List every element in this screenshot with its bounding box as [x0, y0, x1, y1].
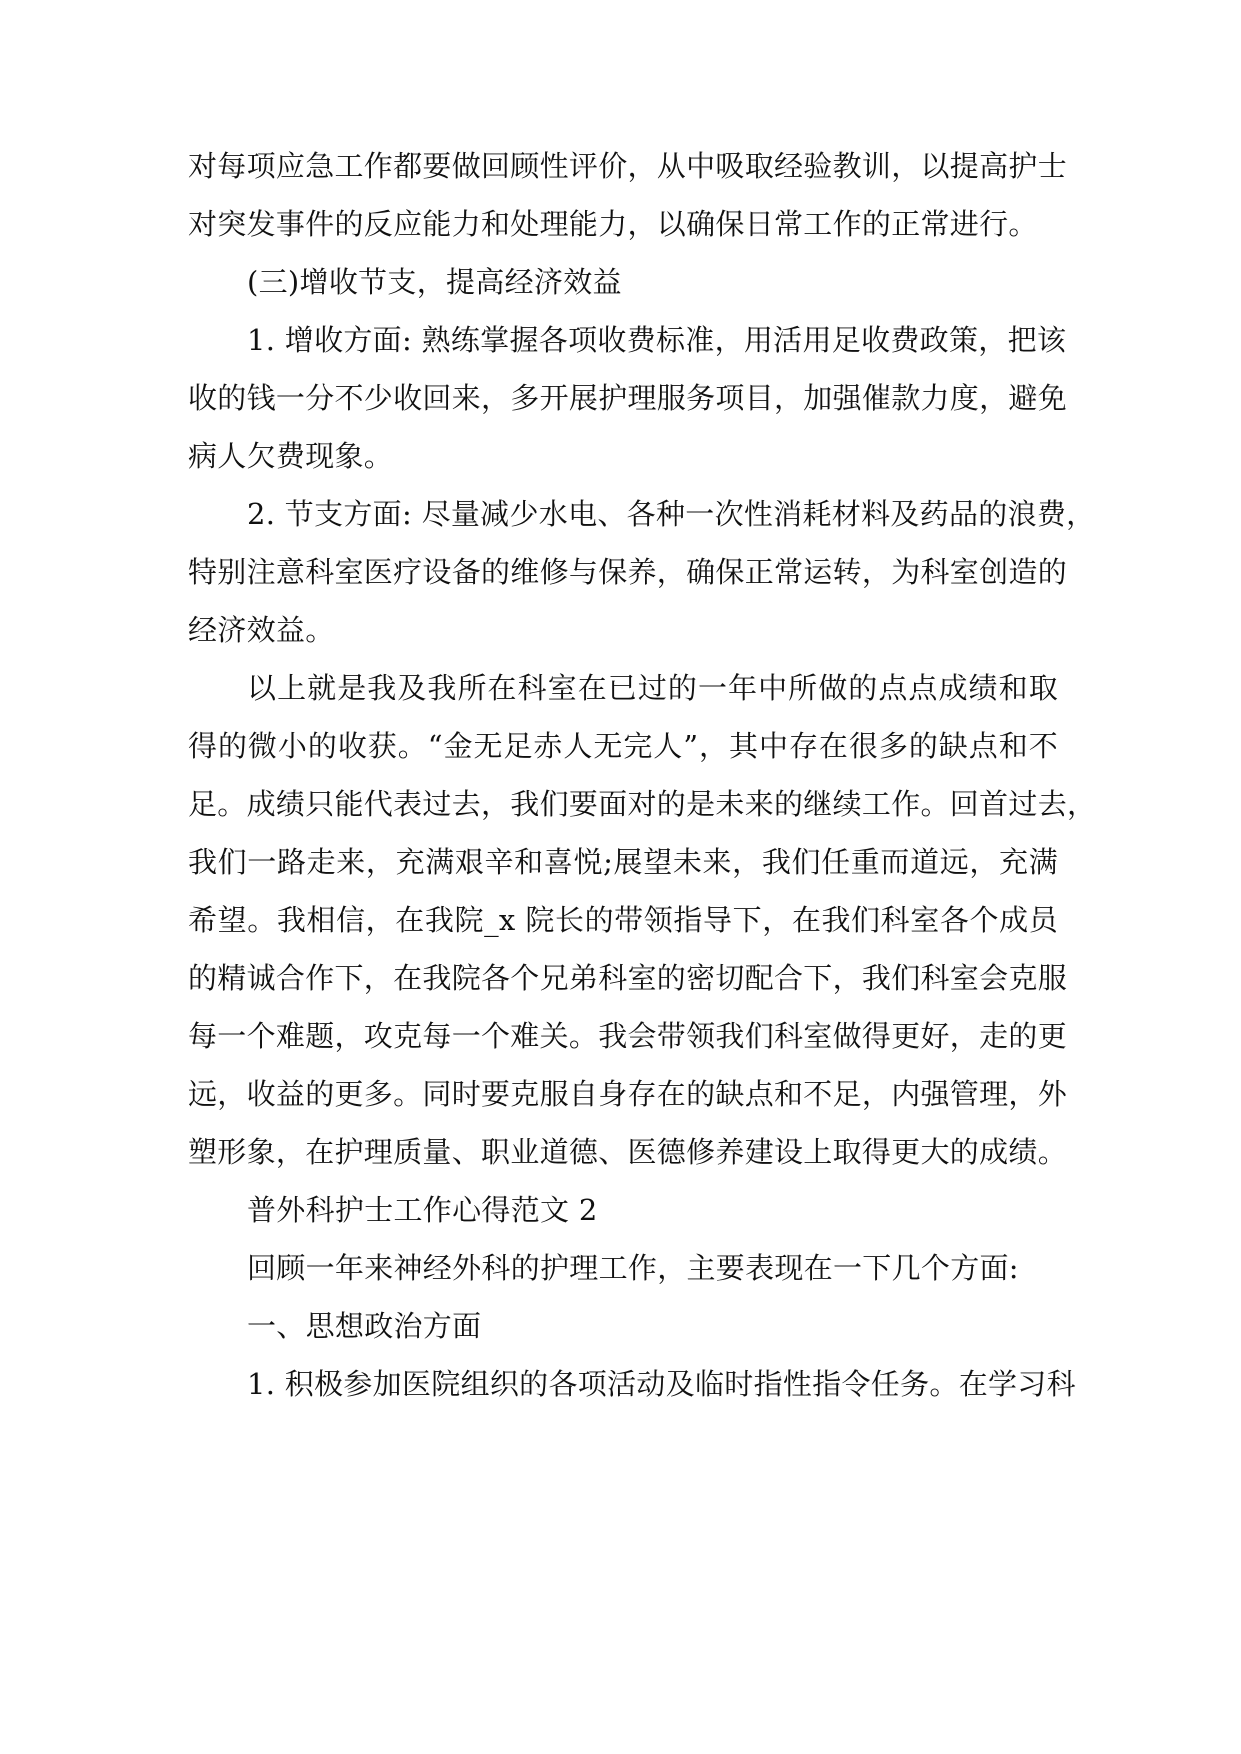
body-text-line: 病人欠费现象。 — [188, 439, 394, 473]
section-heading: (三)增收节支，提高经济效益 — [247, 265, 622, 299]
body-text-line: 收的钱一分不少收回来，多开展护理服务项目，加强催款力度，避免 — [188, 381, 1068, 415]
body-text-line: 1. 积极参加医院组织的各项活动及临时指性指令任务。在学习科 — [247, 1367, 1076, 1401]
body-text-line: 的精诚合作下，在我院各个兄弟科室的密切配合下，我们科室会克服 — [188, 961, 1068, 995]
body-text-line: 塑形象，在护理质量、职业道德、医德修养建设上取得更大的成绩。 — [188, 1135, 1068, 1169]
body-text-line: 希望。我相信，在我院_x 院长的带领指导下，在我们科室各个成员 — [188, 903, 1058, 937]
body-text-line: 远，收益的更多。同时要克服自身存在的缺点和不足，内强管理，外 — [188, 1077, 1068, 1111]
body-text-line: 我们一路走来，充满艰辛和喜悦;展望未来，我们任重而道远，充满 — [188, 845, 1058, 879]
article-title: 普外科护士工作心得范文 2 — [247, 1193, 598, 1227]
body-text-line: 得的微小的收获。“金无足赤人无完人”，其中存在很多的缺点和不 — [188, 729, 1058, 763]
body-text-line: 对突发事件的反应能力和处理能力，以确保日常工作的正常进行。 — [188, 207, 1038, 241]
body-text-line: 特别注意科室医疗设备的维修与保养，确保正常运转，为科室创造的 — [188, 555, 1068, 589]
section-heading: 一、思想政治方面 — [247, 1309, 482, 1343]
body-text-line: 回顾一年来神经外科的护理工作，主要表现在一下几个方面: — [247, 1251, 1019, 1285]
body-text-line: 足。成绩只能代表过去，我们要面对的是未来的继续工作。回首过去， — [188, 787, 1097, 821]
body-text-line: 1. 增收方面: 熟练掌握各项收费标准，用活用足收费政策，把该 — [247, 323, 1067, 357]
body-text-line: 每一个难题，攻克每一个难关。我会带领我们科室做得更好，走的更 — [188, 1019, 1068, 1053]
body-text-line: 以上就是我及我所在科室在已过的一年中所做的点点成绩和取 — [247, 671, 1058, 705]
body-text-line: 经济效益。 — [188, 613, 335, 647]
body-text-line: 对每项应急工作都要做回顾性评价，从中吸取经验教训，以提高护士 — [188, 149, 1068, 183]
body-text-line: 2. 节支方面: 尽量减少水电、各种一次性消耗材料及药品的浪费， — [247, 497, 1096, 531]
